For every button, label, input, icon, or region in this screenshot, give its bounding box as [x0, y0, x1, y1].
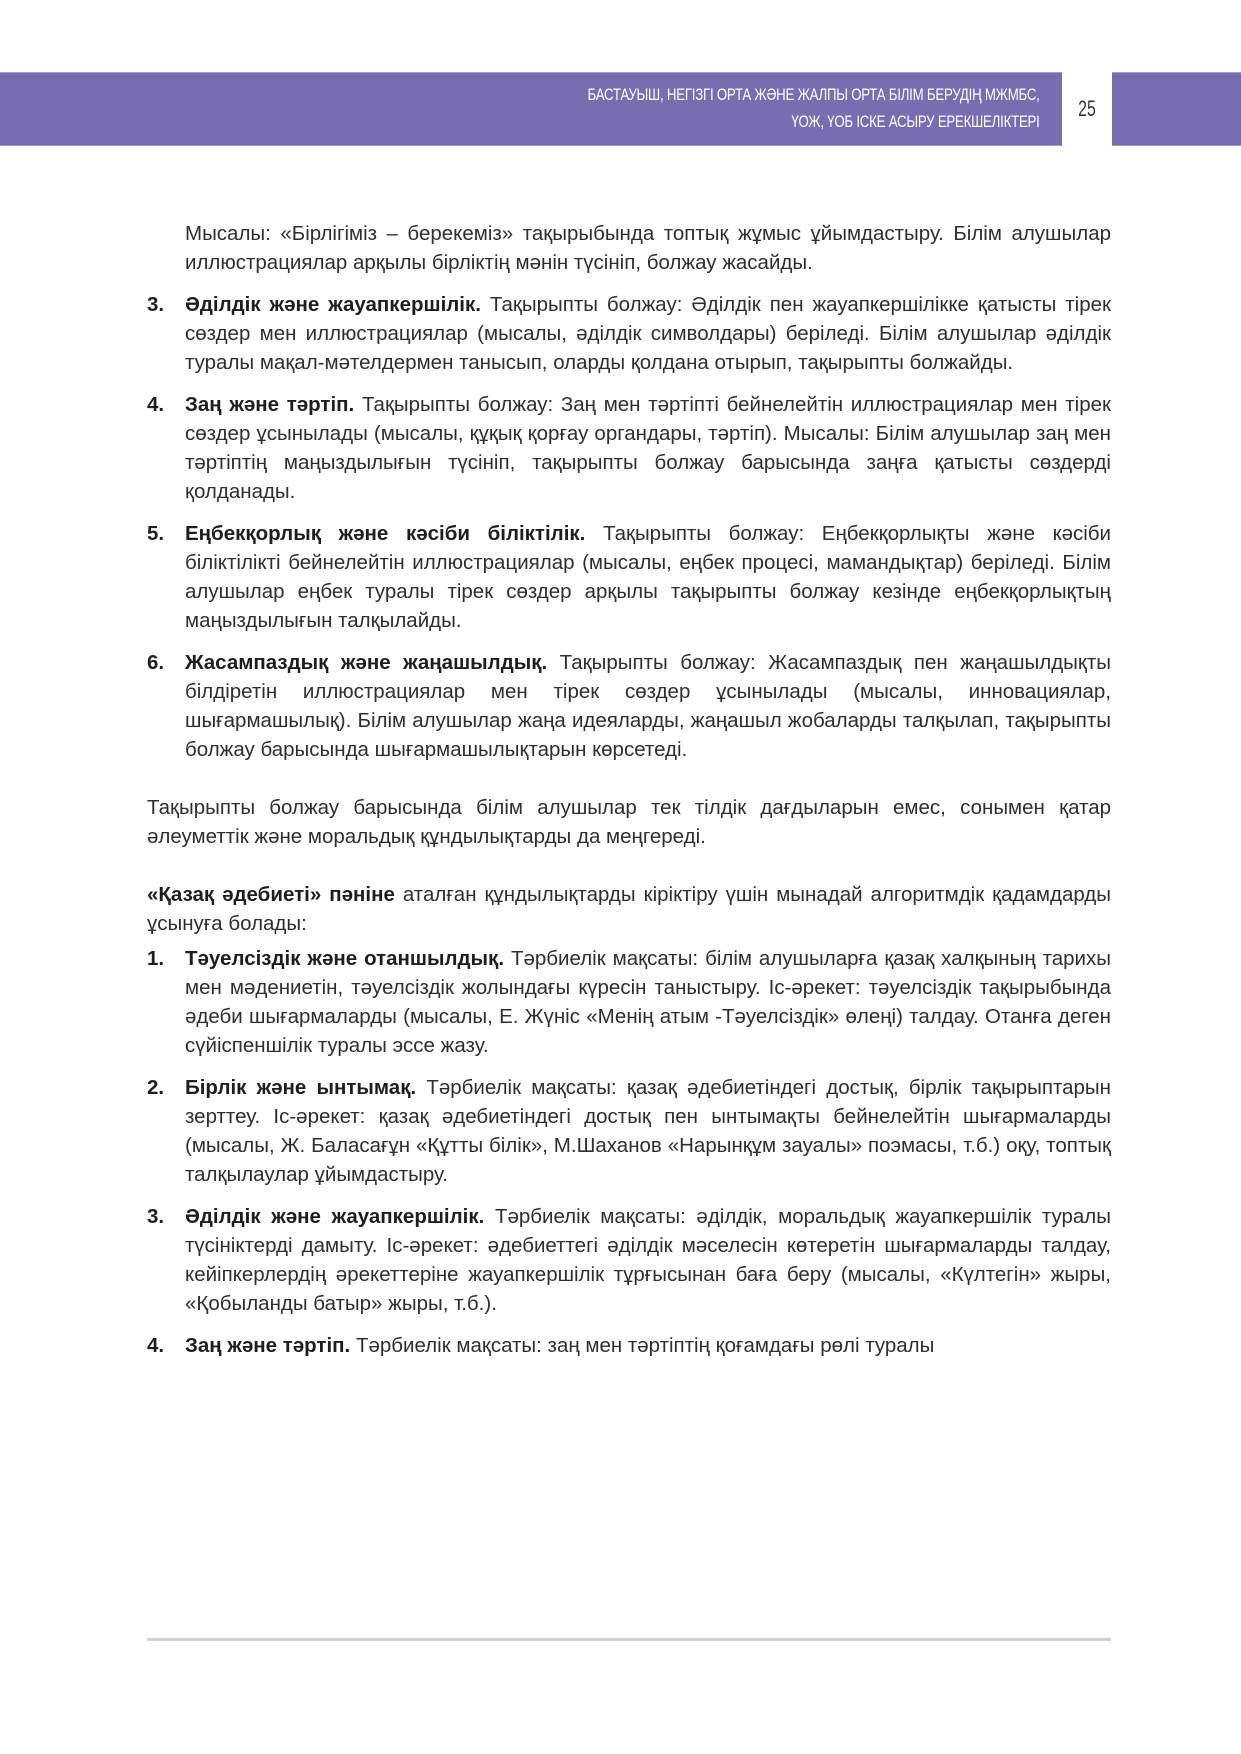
list-term: Еңбекқорлық және кәсіби біліктілік. [185, 522, 586, 545]
intro-example-paragraph: Мысалы: «Бірлігіміз – берекеміз» тақырыбында топтық жұмыс ұйымдастыру. Білім алушылар иллюстрациялар арқылы бірліктің мәнін түсініп, болжау жасайды. [185, 222, 1111, 274]
list-text: Тақырыпты болжау: Еңбекқорлықты және кәсіби біліктілікті бейнелейтін иллюстрациялар (мысалы, еңбек процесі, мамандықтар) беріледі. Білім алушылар еңбек туралы тірек сөздер арқылы тақырыпты болжау кезінде еңбекқорлықтың маңыздылығын талқылайды. [185, 522, 1111, 632]
list-item [147, 944, 1111, 1060]
list-number: 4. [147, 393, 165, 416]
list-number: 1. [147, 947, 165, 970]
list-item [147, 648, 1111, 764]
summary-paragraph: Тақырыпты болжау барысында білім алушылар тек тілдік дағдыларын емес, сонымен қатар әлеуметтік және моральдық құндылықтарды да меңгереді. [147, 796, 1111, 848]
list-item [147, 390, 1111, 506]
header-tab-decoration [1112, 72, 1241, 146]
list-text: Тәрбиелік мақсаты: білім алушыларға қазақ халқының тарихы мен мәдениетін, тәуелсіздік жолындағы күресін таныстыру. Іс-әрекет: тәуелсіздік тақырыбында әдеби шығармаларды (мысалы, Е. Жүніс «Менің атым -Тәуелсіздік» өлеңі) талдау. Отанға деген сүйіспеншілік туралы эссе жазу. [185, 947, 1111, 1057]
list-term: Жасампаздық және жаңашылдық. [185, 651, 548, 674]
list-number: 2. [147, 1076, 165, 1099]
list-term: Заң және тәртіп. [185, 1334, 351, 1357]
subject-name: «Қазақ әдебиеті» пәніне [147, 883, 395, 906]
running-header-title [588, 81, 1040, 135]
list-text: Тәрбиелік мақсаты: әділдік, моральдық жауапкершілік туралы түсініктерді дамыту. Іс-әрекет: әдебиеттегі әділдік мәселесін көтеретін шығармаларды талдау, кейіпкерлердің әрекеттеріне жауапкершілік тұрғысынан баға беру (мысалы, «Күлтегін» жыры, «Қобыланды батыр» жыры, т.б.). [185, 1205, 1111, 1315]
list-item [147, 290, 1111, 377]
page-content [147, 219, 1111, 1360]
list-text: Тақырыпты болжау: Заң мен тәртіпті бейнелейтін иллюстрациялар мен тірек сөздер ұсынылады (мысалы, құқық қорғау органдары, тәртіп). Мысалы: Білім алушылар заң мен тәртіптің маңыздылығын түсініп, тақырыпты болжау барысында заңға қатысты сөздерді қолданады. [185, 393, 1111, 503]
list-item [147, 1202, 1111, 1318]
list-item [147, 1331, 1111, 1360]
literature-list [147, 944, 1111, 1360]
list-number: 4. [147, 1334, 165, 1357]
list-text: Тақырыпты болжау: Әділдік пен жауапкершілікке қатысты тірек сөздер мен иллюстрациялар (мысалы, әділдік символдары) беріледі. Білім алушылар әділдік туралы мақал-мәтелдермен танысып, оларды қолдана отырып, тақырыпты болжайды. [185, 293, 1111, 374]
running-header-line-2: ҮОЖ, ҮОБ ІСКЕ АСЫРУ ЕРЕКШЕЛІКТЕРІ [791, 112, 1040, 131]
list-term: Бірлік және ынтымақ. [185, 1076, 417, 1099]
list-number: 3. [147, 293, 165, 316]
list-term: Заң және тәртіп. [185, 393, 355, 416]
forecast-list [147, 290, 1111, 764]
list-number: 3. [147, 1205, 165, 1228]
page-number: 25 [1078, 96, 1096, 121]
literature-intro-text: аталған құндылықтарды кіріктіру үшін мынадай алгоритмдік қадамдарды ұсынуға болады: [147, 883, 1111, 935]
list-term: Тәуелсіздік және отаншылдық. [185, 947, 505, 970]
list-number: 5. [147, 522, 165, 545]
list-term: Әділдік және жауапкершілік. [185, 293, 481, 316]
list-term: Әділдік және жауапкершілік. [185, 1205, 485, 1228]
list-text: Тақырыпты болжау: Жасампаздық пен жаңашылдықты білдіретін иллюстрациялар мен тірек сөздер ұсынылады (мысалы, инновациялар, шығармашылық). Білім алушылар жаңа идеяларды, жаңашыл жобаларды талқылап, тақырыпты болжау барысында шығармашылықтарын көрсетеді. [185, 651, 1112, 761]
literature-intro-paragraph [147, 880, 1111, 938]
list-item [147, 1073, 1111, 1189]
list-text: Тәрбиелік мақсаты: қазақ әдебиетіндегі достық, бірлік тақырыптарын зерттеу. Іс-әрекет: қазақ әдебиетіндегі достық пен ынтымақты бейнелейтін шығармаларды (мысалы, Ж. Баласағұн «Құтты білік», М.Шаханов «Нарынқұм зауалы» поэмасы, т.б.) оқу, топтық талқылаулар ұйымдастыру. [185, 1076, 1111, 1186]
list-text: Тәрбиелік мақсаты: заң мен тәртіптің қоғамдағы рөлі туралы [350, 1334, 935, 1357]
running-header-line-1: БАСТАУЫШ, НЕГІЗГІ ОРТА ЖӘНЕ ЖАЛПЫ ОРТА БІЛІМ БЕРУДІҢ МЖМБС, [587, 85, 1040, 104]
header-band [0, 72, 1062, 146]
list-number: 6. [147, 651, 165, 674]
list-item [147, 519, 1111, 635]
footer-divider [147, 1638, 1111, 1641]
